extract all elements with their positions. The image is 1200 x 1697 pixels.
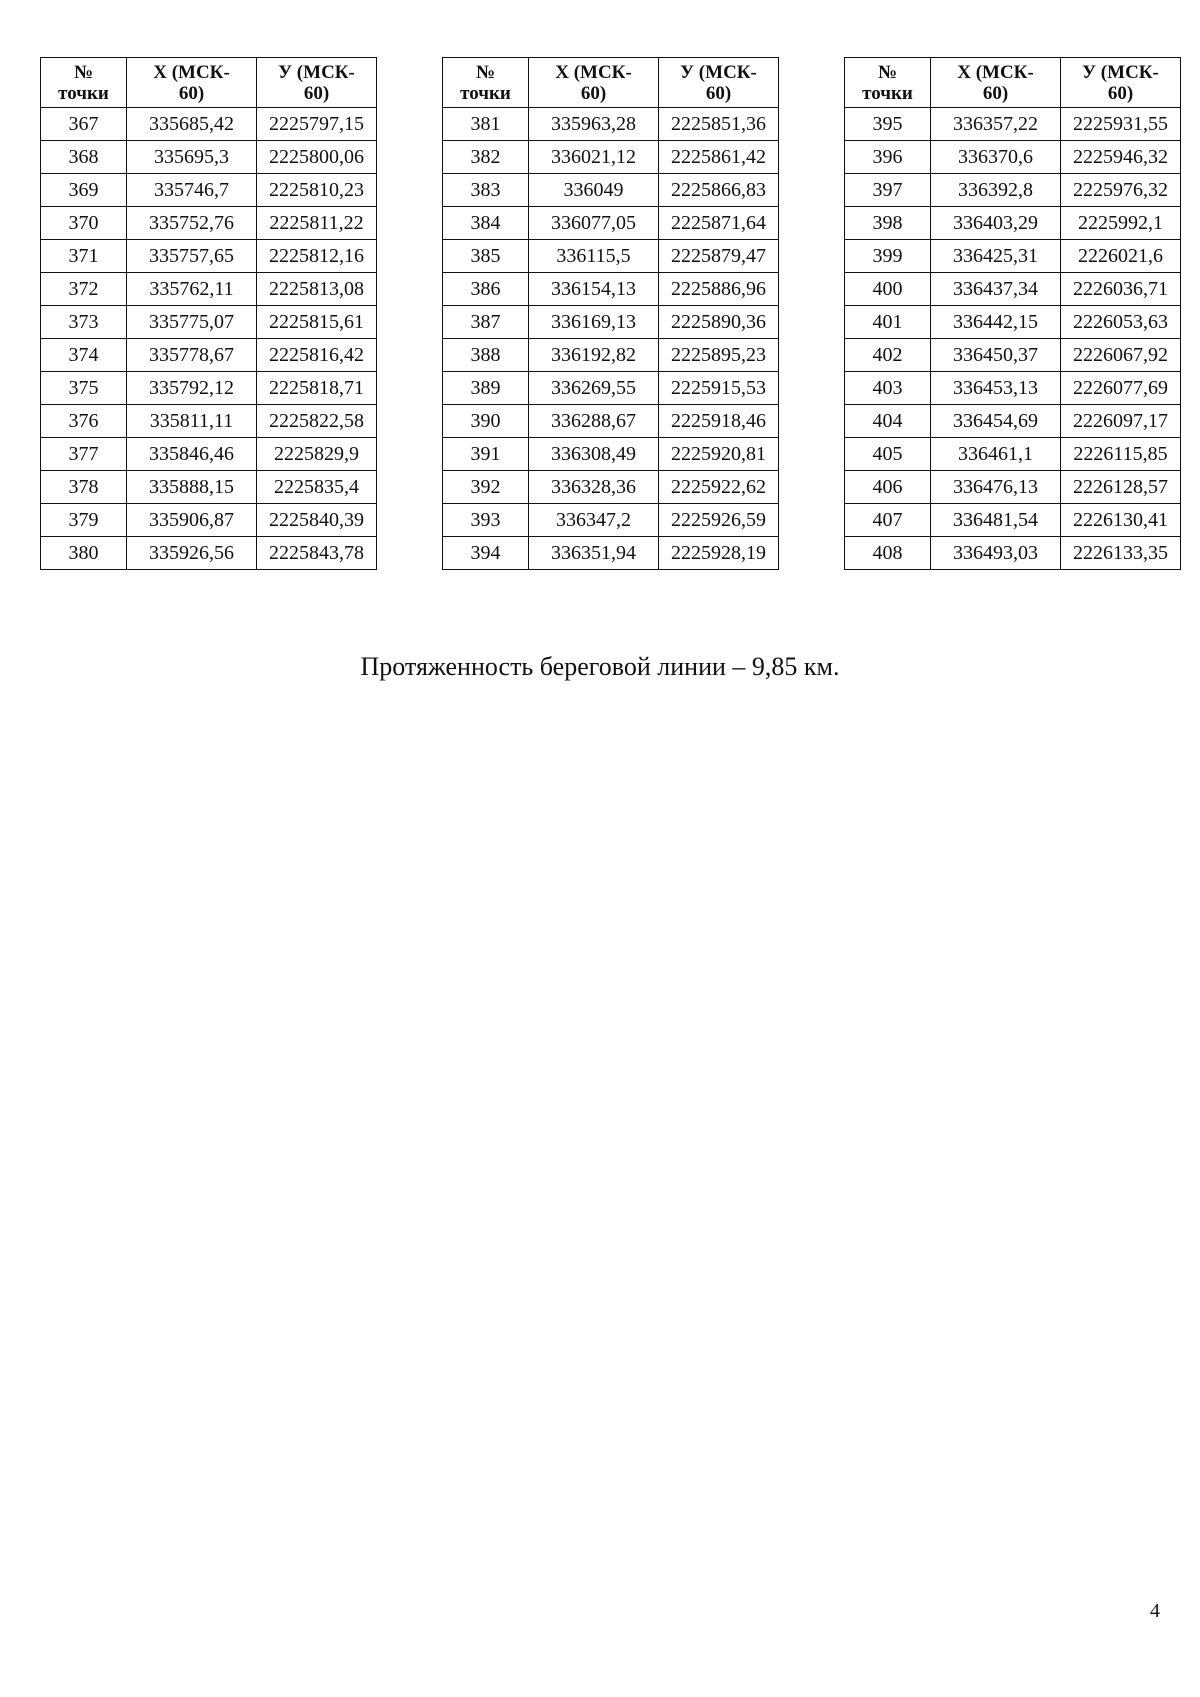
- point-number-cell: 391: [443, 438, 529, 471]
- x-coordinate-cell: 336403,29: [931, 207, 1061, 240]
- y-coordinate-cell: 2225922,62: [659, 471, 779, 504]
- point-number-cell: 403: [845, 372, 931, 405]
- x-coordinate-cell: 336347,2: [529, 504, 659, 537]
- y-coordinate-cell: 2225851,36: [659, 108, 779, 141]
- table-row: [443, 471, 779, 504]
- point-number-cell: 385: [443, 240, 529, 273]
- x-coordinate-cell: 336442,15: [931, 306, 1061, 339]
- table-row: [845, 405, 1181, 438]
- x-coordinate-cell: 336269,55: [529, 372, 659, 405]
- x-coordinate-cell: 335695,3: [127, 141, 257, 174]
- y-coordinate-cell: 2225800,06: [257, 141, 377, 174]
- y-coordinate-cell: 2225928,19: [659, 537, 779, 570]
- y-coordinate-cell: 2225811,22: [257, 207, 377, 240]
- table-row: [845, 306, 1181, 339]
- y-coordinate-cell: 2226115,85: [1061, 438, 1181, 471]
- point-number-cell: 387: [443, 306, 529, 339]
- point-number-cell: 406: [845, 471, 931, 504]
- point-number-header: № точки: [845, 58, 931, 108]
- table-row: [845, 504, 1181, 537]
- y-coordinate-header: У (МСК- 60): [659, 58, 779, 108]
- point-number-cell: 393: [443, 504, 529, 537]
- point-number-cell: 396: [845, 141, 931, 174]
- table-row: [41, 537, 377, 570]
- x-coordinate-cell: 336328,36: [529, 471, 659, 504]
- coordinates-table-1: [40, 57, 377, 570]
- table-row: [443, 372, 779, 405]
- y-coordinate-cell: 2225931,55: [1061, 108, 1181, 141]
- table-row: [845, 372, 1181, 405]
- x-coordinate-cell: 336392,8: [931, 174, 1061, 207]
- y-coordinate-cell: 2225946,32: [1061, 141, 1181, 174]
- y-coordinate-cell: 2225918,46: [659, 405, 779, 438]
- point-number-cell: 389: [443, 372, 529, 405]
- point-number-cell: 394: [443, 537, 529, 570]
- table-row: [41, 108, 377, 141]
- x-coordinate-cell: 336351,94: [529, 537, 659, 570]
- table-row: [845, 339, 1181, 372]
- y-coordinate-cell: 2225861,42: [659, 141, 779, 174]
- point-number-cell: 380: [41, 537, 127, 570]
- x-coordinate-cell: 336077,05: [529, 207, 659, 240]
- x-coordinate-cell: 336169,13: [529, 306, 659, 339]
- x-coordinate-cell: 335963,28: [529, 108, 659, 141]
- table-row: [443, 438, 779, 471]
- x-coordinate-cell: 336437,34: [931, 273, 1061, 306]
- point-number-cell: 383: [443, 174, 529, 207]
- x-coordinate-cell: 336115,5: [529, 240, 659, 273]
- point-number-cell: 395: [845, 108, 931, 141]
- table-row: [41, 141, 377, 174]
- point-number-cell: 375: [41, 372, 127, 405]
- table-row: [443, 339, 779, 372]
- x-coordinate-cell: 335685,42: [127, 108, 257, 141]
- y-coordinate-cell: 2225812,16: [257, 240, 377, 273]
- x-coordinate-cell: 335811,11: [127, 405, 257, 438]
- y-coordinate-cell: 2225879,47: [659, 240, 779, 273]
- point-number-cell: 372: [41, 273, 127, 306]
- x-coordinate-cell: 336021,12: [529, 141, 659, 174]
- y-coordinate-cell: 2225835,4: [257, 471, 377, 504]
- point-number-cell: 371: [41, 240, 127, 273]
- y-coordinate-cell: 2225815,61: [257, 306, 377, 339]
- table-row: [443, 108, 779, 141]
- point-number-cell: 370: [41, 207, 127, 240]
- y-coordinate-cell: 2226077,69: [1061, 372, 1181, 405]
- x-coordinate-cell: 335888,15: [127, 471, 257, 504]
- point-number-cell: 402: [845, 339, 931, 372]
- point-number-cell: 399: [845, 240, 931, 273]
- y-coordinate-cell: 2225871,64: [659, 207, 779, 240]
- table-row: [41, 504, 377, 537]
- point-number-cell: 381: [443, 108, 529, 141]
- x-coordinate-cell: 336370,6: [931, 141, 1061, 174]
- point-number-cell: 368: [41, 141, 127, 174]
- y-coordinate-cell: 2225890,36: [659, 306, 779, 339]
- x-coordinate-cell: 336481,54: [931, 504, 1061, 537]
- table-header-row: [41, 58, 377, 108]
- y-coordinate-cell: 2225810,23: [257, 174, 377, 207]
- table-row: [41, 207, 377, 240]
- table-row: [41, 240, 377, 273]
- point-number-header: № точки: [41, 58, 127, 108]
- table-row: [845, 108, 1181, 141]
- point-number-cell: 392: [443, 471, 529, 504]
- point-number-cell: 405: [845, 438, 931, 471]
- point-number-cell: 378: [41, 471, 127, 504]
- y-coordinate-cell: 2225840,39: [257, 504, 377, 537]
- table-row: [41, 372, 377, 405]
- table-row: [443, 207, 779, 240]
- y-coordinate-cell: 2226097,17: [1061, 405, 1181, 438]
- x-coordinate-cell: 335906,87: [127, 504, 257, 537]
- y-coordinate-cell: 2226133,35: [1061, 537, 1181, 570]
- y-coordinate-cell: 2225822,58: [257, 405, 377, 438]
- x-coordinate-cell: 336476,13: [931, 471, 1061, 504]
- x-coordinate-header: X (МСК- 60): [127, 58, 257, 108]
- table-header-row: [443, 58, 779, 108]
- y-coordinate-cell: 2225816,42: [257, 339, 377, 372]
- table-row: [845, 141, 1181, 174]
- table-row: [443, 405, 779, 438]
- x-coordinate-cell: 335775,07: [127, 306, 257, 339]
- table-row: [845, 471, 1181, 504]
- y-coordinate-cell: 2226053,63: [1061, 306, 1181, 339]
- point-number-cell: 388: [443, 339, 529, 372]
- x-coordinate-cell: 336453,13: [931, 372, 1061, 405]
- y-coordinate-cell: 2226036,71: [1061, 273, 1181, 306]
- table-header-row: [845, 58, 1181, 108]
- table-row: [41, 405, 377, 438]
- point-number-cell: 404: [845, 405, 931, 438]
- x-coordinate-cell: 336493,03: [931, 537, 1061, 570]
- point-number-cell: 367: [41, 108, 127, 141]
- x-coordinate-cell: 336288,67: [529, 405, 659, 438]
- y-coordinate-cell: 2226130,41: [1061, 504, 1181, 537]
- y-coordinate-cell: 2225797,15: [257, 108, 377, 141]
- table-row: [443, 240, 779, 273]
- table-row: [443, 141, 779, 174]
- point-number-cell: 376: [41, 405, 127, 438]
- y-coordinate-cell: 2225843,78: [257, 537, 377, 570]
- table-row: [443, 273, 779, 306]
- x-coordinate-cell: 335746,7: [127, 174, 257, 207]
- y-coordinate-cell: 2225915,53: [659, 372, 779, 405]
- x-coordinate-header: X (МСК- 60): [931, 58, 1061, 108]
- x-coordinate-cell: 336461,1: [931, 438, 1061, 471]
- table-row: [845, 438, 1181, 471]
- point-number-header: № точки: [443, 58, 529, 108]
- y-coordinate-header: У (МСК- 60): [257, 58, 377, 108]
- table-row: [845, 240, 1181, 273]
- x-coordinate-cell: 335757,65: [127, 240, 257, 273]
- point-number-cell: 377: [41, 438, 127, 471]
- point-number-cell: 382: [443, 141, 529, 174]
- point-number-cell: 408: [845, 537, 931, 570]
- point-number-cell: 384: [443, 207, 529, 240]
- y-coordinate-cell: 2226021,6: [1061, 240, 1181, 273]
- point-number-cell: 373: [41, 306, 127, 339]
- point-number-cell: 400: [845, 273, 931, 306]
- y-coordinate-cell: 2225926,59: [659, 504, 779, 537]
- point-number-cell: 379: [41, 504, 127, 537]
- table-row: [443, 306, 779, 339]
- table-body: [845, 108, 1181, 570]
- x-coordinate-cell: 336154,13: [529, 273, 659, 306]
- table-row: [845, 273, 1181, 306]
- table-row: [41, 306, 377, 339]
- table-row: [41, 438, 377, 471]
- point-number-cell: 374: [41, 339, 127, 372]
- y-coordinate-cell: 2225818,71: [257, 372, 377, 405]
- table-row: [443, 537, 779, 570]
- table-row: [41, 174, 377, 207]
- point-number-cell: 401: [845, 306, 931, 339]
- y-coordinate-cell: 2225920,81: [659, 438, 779, 471]
- coordinates-table-2: [442, 57, 779, 570]
- y-coordinate-cell: 2225813,08: [257, 273, 377, 306]
- x-coordinate-cell: 336308,49: [529, 438, 659, 471]
- x-coordinate-cell: 336425,31: [931, 240, 1061, 273]
- x-coordinate-cell: 336192,82: [529, 339, 659, 372]
- x-coordinate-cell: 335926,56: [127, 537, 257, 570]
- y-coordinate-cell: 2225886,96: [659, 273, 779, 306]
- y-coordinate-header: У (МСК- 60): [1061, 58, 1181, 108]
- coordinates-table-3: [844, 57, 1181, 570]
- x-coordinate-cell: 336049: [529, 174, 659, 207]
- table-row: [845, 207, 1181, 240]
- point-number-cell: 407: [845, 504, 931, 537]
- x-coordinate-header: X (МСК- 60): [529, 58, 659, 108]
- y-coordinate-cell: 2225976,32: [1061, 174, 1181, 207]
- table-row: [41, 471, 377, 504]
- x-coordinate-cell: 335792,12: [127, 372, 257, 405]
- table-row: [41, 339, 377, 372]
- table-row: [443, 504, 779, 537]
- x-coordinate-cell: 336357,22: [931, 108, 1061, 141]
- y-coordinate-cell: 2226128,57: [1061, 471, 1181, 504]
- x-coordinate-cell: 335752,76: [127, 207, 257, 240]
- table-row: [845, 537, 1181, 570]
- y-coordinate-cell: 2226067,92: [1061, 339, 1181, 372]
- x-coordinate-cell: 336450,37: [931, 339, 1061, 372]
- point-number-cell: 369: [41, 174, 127, 207]
- point-number-cell: 397: [845, 174, 931, 207]
- y-coordinate-cell: 2225895,23: [659, 339, 779, 372]
- shoreline-length-text: Протяженность береговой линии – 9,85 км.: [360, 652, 840, 681]
- page-number: 4: [1150, 1600, 1160, 1622]
- x-coordinate-cell: 336454,69: [931, 405, 1061, 438]
- x-coordinate-cell: 335778,67: [127, 339, 257, 372]
- table-row: [41, 273, 377, 306]
- table-row: [845, 174, 1181, 207]
- point-number-cell: 398: [845, 207, 931, 240]
- table-body: [443, 108, 779, 570]
- point-number-cell: 386: [443, 273, 529, 306]
- point-number-cell: 390: [443, 405, 529, 438]
- y-coordinate-cell: 2225866,83: [659, 174, 779, 207]
- y-coordinate-cell: 2225992,1: [1061, 207, 1181, 240]
- table-row: [443, 174, 779, 207]
- table-body: [41, 108, 377, 570]
- y-coordinate-cell: 2225829,9: [257, 438, 377, 471]
- x-coordinate-cell: 335762,11: [127, 273, 257, 306]
- x-coordinate-cell: 335846,46: [127, 438, 257, 471]
